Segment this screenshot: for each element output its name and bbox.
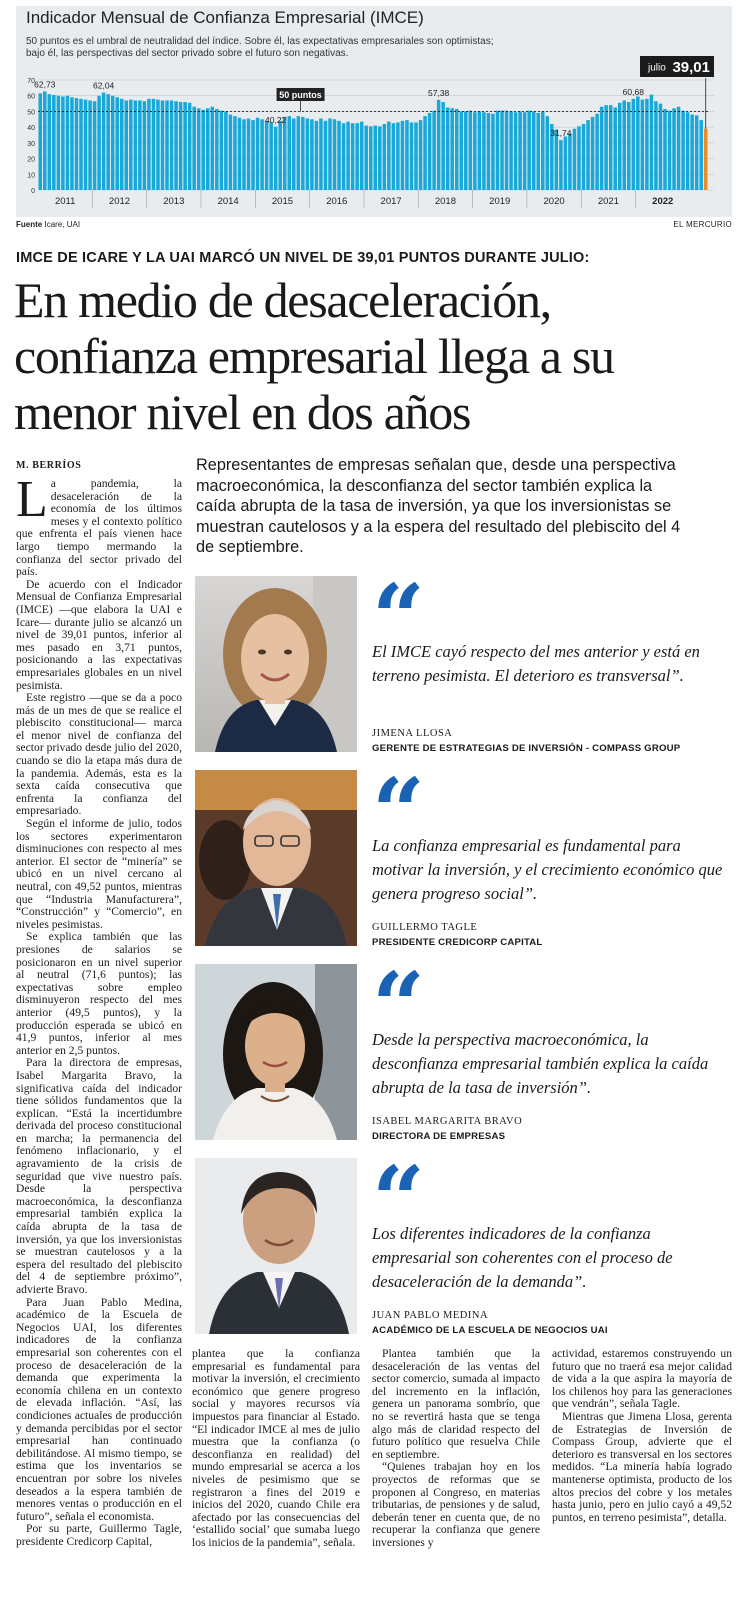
quote-mark-icon: “ — [372, 564, 417, 672]
bar — [251, 120, 255, 190]
quote-author-role: PRESIDENTE CREDICORP CAPITAL — [372, 937, 543, 948]
bar — [274, 127, 278, 190]
bar — [704, 129, 708, 190]
bar — [582, 124, 586, 190]
bar — [699, 120, 703, 190]
bar — [460, 111, 464, 190]
bar — [437, 100, 441, 190]
bar — [224, 111, 228, 190]
y-tick-label: 40 — [27, 125, 35, 133]
source-label: Fuente — [16, 220, 43, 229]
bar — [392, 123, 396, 190]
year-label: 2017 — [380, 196, 402, 207]
y-tick-label: 50 — [27, 109, 35, 117]
bar — [641, 100, 645, 190]
bar — [441, 102, 445, 190]
bar — [192, 107, 196, 190]
bar — [672, 108, 676, 190]
bar — [401, 121, 405, 190]
bar — [387, 122, 391, 190]
y-tick-label: 60 — [27, 93, 35, 101]
bar — [659, 104, 663, 190]
bar — [568, 133, 572, 190]
value-annotation: 62,04 — [93, 80, 115, 91]
bar — [491, 114, 495, 190]
bar — [487, 113, 491, 190]
bar — [238, 118, 242, 190]
chart-title: Indicador Mensual de Confianza Empresarial (IMCE) — [26, 8, 424, 27]
paragraph-text: a pandemia, la desaceleración de la economía de los últimos meses y el contexto político que enfrenta el país vienen hace largo tiempo mermando la confianza del sector privado del país. — [16, 477, 182, 579]
bar — [134, 100, 138, 190]
year-label: 2021 — [597, 196, 619, 207]
quote-author: JIMENA LLOSA — [372, 728, 453, 739]
bar — [414, 122, 418, 190]
year-label: 2018 — [434, 196, 457, 207]
bar — [229, 115, 233, 190]
bar — [464, 111, 468, 190]
bar — [297, 116, 301, 190]
bar — [654, 101, 658, 190]
bar — [328, 119, 332, 191]
quote-mark-icon: “ — [372, 758, 417, 866]
quote-text: El IMCE cayó respecto del mes anterior y está en terreno pesimista. El deterioro es transversal”. — [372, 642, 700, 685]
bar — [613, 108, 617, 191]
paragraph: Se explica también que las presiones de salarios se posicionaron en un nivel superior al neutral (71,6 puntos); las expectativas sobre empleo disminuyeron respecto del mes anterior (49,5 puntos), y la producción esperada se ubicó en 41,9 puntos, inferior al mes anterior en 2,5 puntos. — [16, 930, 182, 1057]
bar — [473, 112, 477, 190]
y-tick-label: 10 — [27, 172, 35, 180]
bar — [618, 103, 622, 190]
bar — [206, 108, 210, 190]
bar — [663, 109, 667, 190]
bar — [636, 97, 640, 191]
bar — [170, 100, 174, 190]
bar — [346, 122, 350, 190]
bar — [102, 93, 106, 190]
bar — [695, 115, 699, 190]
year-label: 2011 — [54, 196, 76, 207]
paragraph: Según el informe de julio, todos los sectores experimentaron disminuciones con respecto al mes anterior. El sector de “minería” se ubicó en un nivel cercano al neutral, con 49,52 puntos, mientras que “Industria Manufacturera”, “Construcción” y “Comercio”, en niveles pesimistas. — [16, 817, 182, 931]
body-column-1 — [16, 471, 182, 1548]
threshold-label: 50 puntos — [279, 90, 322, 100]
bar — [396, 122, 400, 190]
y-tick-label: 20 — [27, 156, 35, 164]
quote-author: JUAN PABLO MEDINA — [372, 1310, 489, 1321]
bar — [333, 119, 337, 190]
quote-author: GUILLERMO TAGLE — [372, 922, 478, 933]
bar — [586, 120, 590, 190]
bar — [573, 129, 577, 190]
bar — [609, 105, 613, 190]
year-label: 2014 — [217, 196, 239, 207]
bar — [247, 119, 251, 191]
bar — [505, 111, 509, 190]
bar — [478, 111, 482, 190]
highlight-month: julio — [648, 62, 666, 74]
bar — [564, 137, 568, 190]
year-label: 2016 — [326, 196, 348, 207]
bar — [57, 96, 61, 190]
bar — [532, 111, 536, 190]
photo-isabel-margarita-bravo — [195, 964, 357, 1140]
photo-jimena-llosa — [195, 576, 357, 752]
bar — [48, 94, 52, 190]
paragraph: Plantea también que la desaceleración de las ventas del sector comercio, sumada al impacto del incremento en la inflación, genera un panorama sombrío, que no se revertirá hasta que se tenga algo más de claridad respecto del futuro político que resuelva Chile en septiembre. — [372, 1347, 540, 1461]
imce-chart — [16, 6, 732, 217]
quote-text: Desde la perspectiva macroeconómica, la desconfianza empresarial también explica la caída abrupta de la tasa de inversión”. — [372, 1030, 709, 1097]
bar — [93, 101, 97, 190]
bar — [577, 126, 581, 190]
photo-guillermo-tagle — [195, 770, 357, 946]
bar — [600, 107, 604, 190]
bar — [383, 124, 387, 190]
year-label: 2013 — [163, 196, 185, 207]
paragraph: Para la directora de empresas, Isabel Margarita Bravo, la significativa caída del indicador tiene sólidos fundamentos que la explican. “Está la incertidumbre derivada del proceso constitucional en marcha; la permanencia del fenómeno inflacionario, y el agravamiento de la crisis de seguridad que vive nuestro país. Desde la perspectiva macroeconómica, la desconfianza empresarial también explica la caída abrupta de la tasa de inversión, ya que los inversionistas se muestran cautelosos y a la espera del resultado del plebiscito del 4 de septiembre próximo”, advierte Bravo. — [16, 1056, 182, 1296]
bar — [337, 121, 341, 190]
bar — [324, 121, 328, 190]
bar — [423, 116, 427, 190]
bar — [432, 111, 436, 190]
bar — [43, 91, 47, 190]
paragraph: De acuerdo con el Indicador Mensual de Confianza Empresarial (IMCE) —que elabora la UAI e Icare— durante julio se alcanzó un nivel de 39,01 puntos, inferior al mes pasado en 3,71 puntos, posicionando a las expectativas empresariales globales en un nivel pesimista. — [16, 577, 182, 692]
bar — [604, 105, 608, 190]
bar — [125, 100, 129, 190]
bar — [405, 120, 409, 190]
value-annotation: 62,73 — [34, 79, 56, 90]
bar — [632, 99, 636, 190]
bar — [211, 107, 215, 190]
bar — [138, 100, 142, 190]
quote-text: La confianza empresarial es fundamental para motivar la inversión, y el crecimiento económico que genera progreso social”. — [372, 836, 723, 903]
bar — [686, 112, 690, 190]
bar — [61, 97, 65, 191]
bar — [188, 103, 192, 190]
kicker: IMCE DE ICARE Y LA UAI MARCÓ UN NIVEL DE 39,01 PUNTOS DURANTE JULIO: — [16, 250, 590, 266]
bar — [455, 109, 459, 190]
bar — [690, 115, 694, 190]
bar — [129, 100, 133, 190]
bar — [165, 100, 169, 190]
bar — [559, 140, 563, 190]
bar — [555, 130, 559, 191]
bar — [369, 126, 373, 190]
paragraph: actividad, estaremos construyendo un futuro que no traerá esa mejor calidad de vida a la que aspira la mayoría de los chilenos hoy para las generaciones que vendrán”, señala Tagle. — [552, 1347, 732, 1411]
bar — [446, 108, 450, 191]
bar — [260, 119, 264, 190]
body-column-3 — [372, 1348, 540, 1550]
bar — [500, 111, 504, 190]
bar — [536, 113, 540, 190]
value-annotation: 40,22 — [265, 114, 287, 125]
bar — [419, 120, 423, 190]
bar — [315, 121, 319, 190]
bar — [518, 111, 522, 190]
drop-cap: L — [16, 471, 48, 528]
bar — [39, 93, 43, 190]
photo-juan-pablo-medina — [195, 1158, 357, 1334]
bar — [265, 121, 269, 190]
chart-source — [16, 220, 80, 229]
quote-author-role: ACADÉMICO DE LA ESCUELA DE NEGOCIOS UAI — [372, 1325, 608, 1336]
bar — [156, 100, 160, 190]
chart-subtitle: 50 puntos es el umbral de neutralidad del índice. Sobre él, las expectativas empresariales son optimistas; bajo él, las perspectivas del sector privado sobre el futuro son negativas. — [26, 36, 494, 59]
bar — [364, 126, 368, 190]
bar — [482, 112, 486, 190]
bar — [668, 111, 672, 190]
bar — [179, 102, 183, 190]
lead-paragraph: Representantes de empresas señalan que, desde una perspectiva macroeconómica, la desconfianza del sector también explica la caída abrupta de la tasa de inversión, ya que los inversionistas se muestran cautelosos y a la espera del resultado del plebiscito del 4 de septiembre. — [196, 456, 681, 556]
bar — [120, 99, 124, 190]
bar — [627, 102, 631, 190]
paragraph — [16, 471, 182, 579]
bar — [152, 99, 156, 190]
bar — [220, 111, 224, 190]
year-label: 2012 — [108, 196, 131, 207]
bar — [374, 126, 378, 190]
portrait-illustration — [195, 576, 357, 752]
chart-footer — [16, 220, 732, 232]
bar — [174, 101, 178, 190]
bar — [197, 108, 201, 190]
bar — [514, 112, 518, 190]
bar — [645, 99, 649, 190]
bar — [147, 99, 151, 190]
bar — [541, 111, 545, 190]
bar — [410, 122, 414, 190]
year-label: 2022 — [652, 196, 674, 207]
year-label: 2019 — [489, 196, 511, 207]
bar — [256, 118, 260, 190]
bar — [319, 119, 323, 191]
paragraph: Para Juan Pablo Medina, académico de la Escuela de Negocios UAI, los diferentes indicadores de la confianza empresarial son coherentes con el proceso de desaceleración de la demanda que experimenta la economía chilena en un contexto de elevada inflación. “Así, las condiciones actuales de producción y demanda percibidas por el sector empresarial han continuado debilitándose. Al mismo tiempo, se estima que los inventarios se encuentran por sobre los niveles deseados a la espera también de menores ventas o producción en el futuro”, señala el economista. — [16, 1295, 182, 1523]
bar — [622, 100, 626, 190]
bar — [527, 111, 531, 190]
bar — [52, 95, 56, 190]
bar — [509, 111, 513, 190]
bar — [360, 122, 364, 190]
bar — [269, 122, 273, 190]
bar — [233, 116, 237, 190]
bar — [351, 123, 355, 190]
bar — [287, 116, 291, 190]
body-column-4 — [552, 1348, 732, 1524]
year-label: 2020 — [543, 196, 565, 207]
bar — [342, 123, 346, 190]
bar — [242, 119, 246, 190]
bar — [143, 101, 147, 190]
quote-author-role: DIRECTORA DE EMPRESAS — [372, 1131, 506, 1142]
quote-text: Los diferentes indicadores de la confianza empresarial son coherentes con el proceso de desaceleración de la demanda”. — [372, 1224, 673, 1291]
year-label: 2015 — [271, 196, 294, 207]
bar — [650, 95, 654, 190]
bar — [215, 109, 219, 190]
quote-author-role: GERENTE DE ESTRATEGIAS DE INVERSIÓN - COMPASS GROUP — [372, 743, 681, 754]
portrait-illustration — [195, 964, 357, 1140]
headline: En medio de desaceleración, confianza empresarial llega a su menor nivel en dos años — [14, 272, 614, 440]
bar — [428, 113, 432, 190]
y-tick-label: 0 — [31, 188, 35, 195]
bar — [88, 100, 92, 190]
bar — [595, 114, 599, 190]
bar — [292, 119, 296, 191]
bar — [306, 119, 310, 191]
bar — [278, 121, 282, 190]
bar — [681, 111, 685, 190]
bar — [111, 96, 115, 190]
bar — [591, 117, 595, 190]
body-column-2 — [192, 1348, 360, 1550]
bar — [469, 111, 473, 190]
bar — [546, 116, 550, 190]
value-annotation: 60,68 — [622, 86, 644, 97]
bar — [496, 111, 500, 190]
paragraph: Por su parte, Guillermo Tagle, presidente Credicorp Capital, — [16, 1522, 182, 1548]
portrait-illustration — [195, 1158, 357, 1334]
quote-mark-icon: “ — [372, 1146, 417, 1254]
y-tick-label: 30 — [27, 140, 35, 148]
bar — [450, 108, 454, 190]
bar — [201, 110, 205, 190]
chart-credit: EL MERCURIO — [673, 220, 732, 229]
paragraph: Este registro —que se da a poco más de un mes de que se realice el plebiscito constitucional— marca el menor nivel de confianza del sector privado desde julio del 2020, cuando se dio la etapa más dura de la pandemia. Además, esta es la sexta caída consecutiva que enfrenta la confianza del empresariado. — [16, 691, 182, 818]
value-annotation: 31,74 — [550, 128, 572, 139]
bar — [378, 126, 382, 190]
bar — [677, 107, 681, 190]
portrait-illustration — [195, 770, 357, 946]
y-tick-label: 70 — [27, 78, 35, 85]
bar — [523, 112, 527, 190]
paragraph: “Quienes trabajan hoy en los proyectos de reformas que se proponen al Congreso, en materias tributarias, de pensiones y de salud, deberán tener en cuenta que, de no recuperar la confianza que genere inversiones y — [372, 1460, 540, 1549]
bar — [183, 102, 187, 190]
source-text: Icare, UAI — [44, 220, 81, 229]
bar — [84, 100, 88, 190]
quote-author: ISABEL MARGARITA BRAVO — [372, 1116, 523, 1127]
bar — [283, 117, 287, 190]
bar — [161, 100, 165, 190]
paragraph: Mientras que Jimena Llosa, gerenta de Estrategias de Inversión de Compass Group, advierte que el deterioro es transversal en los sectores medidos. “La minería había logrado mantenerse optimista, producto de los altos precios del cobre y los metales hasta junio, pero en julio cayó a 49,52 puntos, en terreno pesimista”, detalla. — [552, 1409, 732, 1524]
bar — [79, 99, 83, 190]
bar — [97, 96, 101, 190]
bar — [66, 96, 70, 190]
bar — [106, 94, 110, 190]
value-annotation: 57,38 — [428, 87, 450, 98]
byline: M. BERRÍOS — [16, 460, 82, 471]
paragraph: plantea que la confianza empresarial es fundamental para motivar la inversión, el crecimiento económico que genere progreso social y mayores recursos vía impuestos para financiar al Estado. “El indicador IMCE al mes de julio muestra que la confianza (o desconfianza en realidad) del mundo empresarial se acerca a los niveles de pesimismo que se registraron a fines del 2019 e inicios del 2020, cuando Chile era afectado por las consecuencias del ‘estallido social’ que sumaba luego los inicios de la pandemia”, señala. — [192, 1347, 360, 1549]
bar — [301, 117, 305, 190]
bar — [355, 123, 359, 190]
bar — [310, 119, 314, 190]
quote-mark-icon: “ — [372, 952, 417, 1060]
highlight-value: 39,01 — [672, 59, 710, 76]
